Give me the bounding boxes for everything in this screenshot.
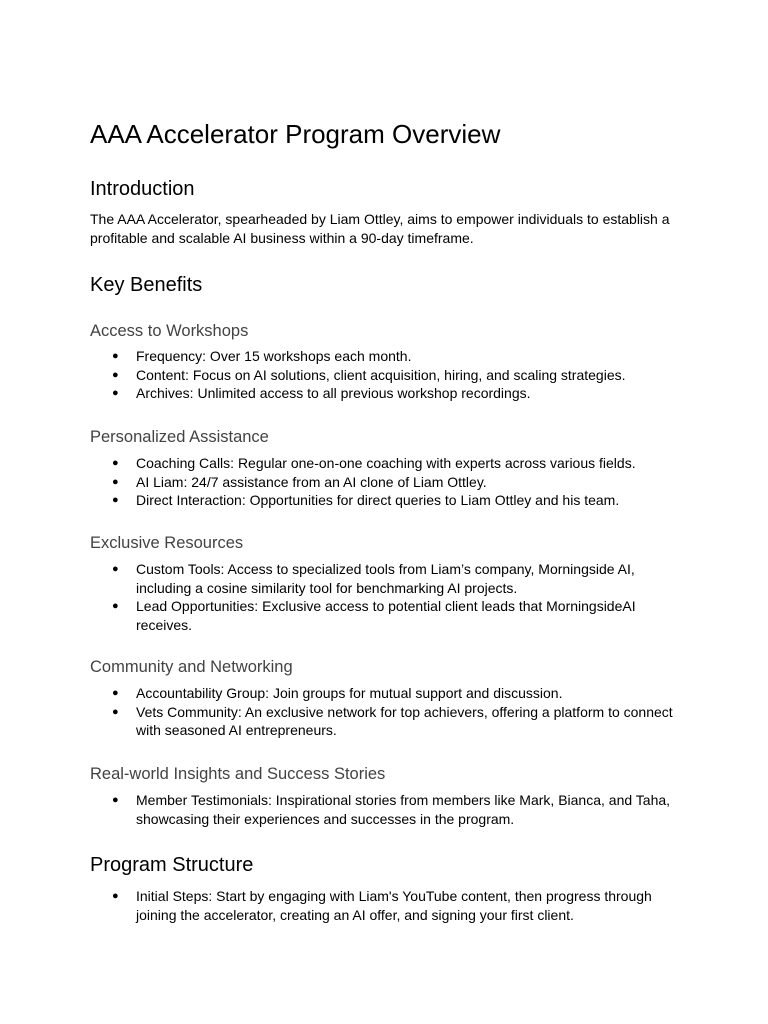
bullet-icon: ● (112, 350, 119, 362)
list-item: ● Frequency: Over 15 workshops each month. (112, 348, 412, 364)
workshops-list (90, 347, 690, 403)
assistance-list (90, 454, 690, 510)
list-item: ● Lead Opportunities: Exclusive access to potential client leads that MorningsideAI receives. (112, 598, 636, 633)
insights-list (90, 791, 690, 828)
bullet-icon: ● (112, 687, 119, 699)
heading-community-and-networking: Community and Networking (90, 658, 293, 676)
heading-introduction: Introduction (90, 178, 195, 200)
heading-program-structure: Program Structure (90, 854, 254, 876)
bullet-icon: ● (112, 457, 119, 469)
bullet-icon: ● (112, 563, 119, 575)
bullet-icon: ● (112, 475, 119, 488)
list-item: ● Initial Steps: Start by engaging with Liam's YouTube content, then progress through joining the accelerator, creating an AI offer, and signing your first client. (112, 888, 652, 923)
list-item: ● Vets Community: An exclusive network for top achievers, offering a platform to connect with seasoned AI entrepreneurs. (112, 703, 673, 738)
bullet-icon: ● (112, 705, 119, 718)
heading-key-benefits: Key Benefits (90, 274, 203, 296)
list-item: ● Direct Interaction: Opportunities for direct queries to Liam Ottley and his team. (112, 492, 620, 508)
list-item: ● AI Liam: 24/7 assistance from an AI clone of Liam Ottley. (112, 473, 487, 490)
bullet-icon: ● (112, 494, 119, 506)
bullet-icon: ● (112, 387, 119, 399)
heading-exclusive-resources: Exclusive Resources (90, 534, 244, 552)
bullet-icon: ● (112, 600, 119, 612)
list-item: ● Accountability Group: Join groups for mutual support and discussion. (112, 685, 563, 701)
list-item: ● Coaching Calls: Regular one-on-one coaching with experts across various fields. (112, 455, 636, 471)
resources-list (90, 560, 690, 634)
document-title: AAA Accelerator Program Overview (90, 119, 501, 149)
list-item: ● Archives: Unlimited access to all previous workshop recordings. (112, 385, 531, 401)
heading-access-to-workshops: Access to Workshops (90, 322, 249, 340)
bullet-icon: ● (112, 368, 119, 381)
bullet-icon: ● (112, 890, 119, 902)
list-item: ● Custom Tools: Access to specialized tools from Liam’s company, Morningside AI, including a cosine similarity tool for benchmarking AI projects. (112, 561, 635, 596)
heading-real-world-insights: Real-world Insights and Success Stories (90, 765, 386, 783)
heading-personalized-assistance: Personalized Assistance (90, 428, 269, 446)
list-item: ● Content: Focus on AI solutions, client acquisition, hiring, and scaling strategies. (112, 366, 626, 383)
program-structure-list (90, 887, 690, 924)
bullet-icon: ● (112, 794, 119, 806)
list-item: ● Member Testimonials: Inspirational stories from members like Mark, Bianca, and Taha, showcasing their experiences and successes in the program. (112, 792, 671, 827)
community-list (90, 684, 690, 740)
introduction-text: The AAA Accelerator, spearheaded by Liam Ottley, aims to empower individuals to establish a profitable and scalable AI business within a 90-day timeframe. (90, 211, 670, 246)
